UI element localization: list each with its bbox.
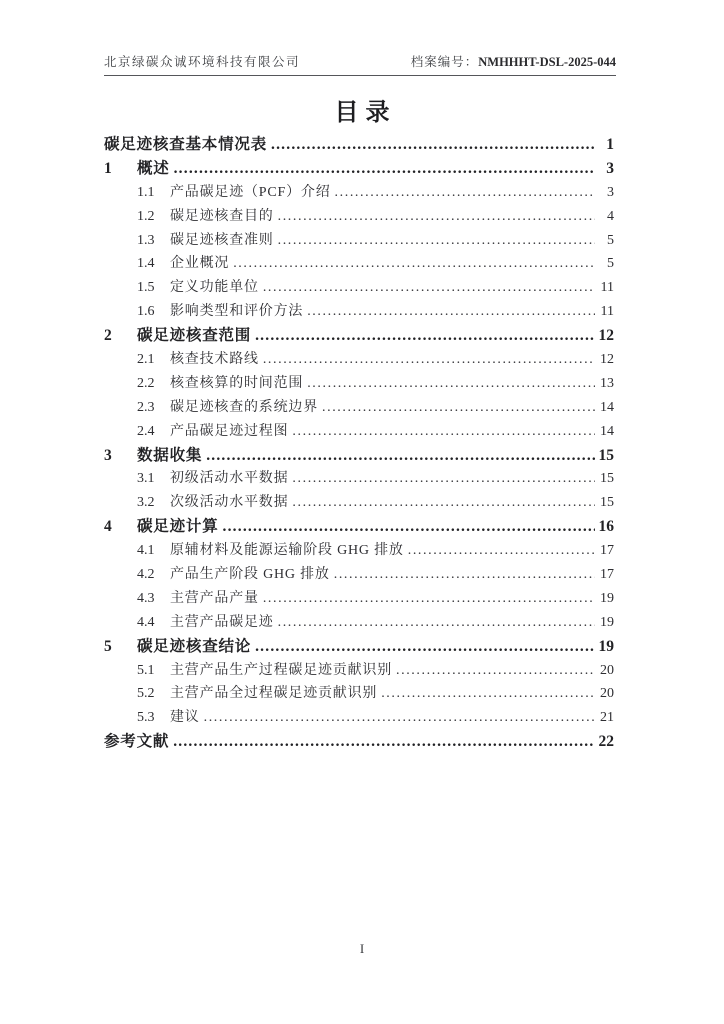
toc-entry-label: 产品碳足迹过程图	[170, 423, 289, 439]
toc-entry-label: 核查核算的时间范围	[170, 375, 304, 391]
toc-entry-5-3[interactable]	[104, 709, 614, 733]
toc-entry-number: 4.3	[137, 590, 155, 606]
toc-entry-label: 碳足迹核查的系统边界	[170, 399, 318, 415]
toc-leader-dots	[204, 709, 595, 727]
toc-page-number: 5	[607, 232, 614, 248]
toc-entry-number: 3.2	[137, 495, 155, 511]
toc-entry-2-1[interactable]	[104, 351, 614, 375]
toc-entry-3-2[interactable]	[104, 494, 614, 518]
toc-entry-3[interactable]	[104, 447, 614, 471]
toc-page-number: 16	[598, 518, 614, 536]
toc-entry-label: 建议	[170, 710, 200, 726]
toc-entry-1[interactable]	[104, 160, 614, 184]
toc-entry-5[interactable]	[104, 638, 614, 662]
toc-entry-4-3[interactable]	[104, 590, 614, 614]
toc-leader-dots	[278, 232, 595, 250]
toc-entry-label: 碳足迹核查结论	[137, 637, 252, 655]
company-name: 北京绿碳众诚环境科技有限公司	[104, 55, 301, 69]
file-number	[411, 52, 616, 70]
file-number-label: 档案编号：	[410, 55, 479, 69]
toc-page-number: 14	[600, 399, 614, 415]
toc-entry-number: 2.4	[137, 423, 155, 439]
toc-page-number: 17	[600, 567, 614, 583]
toc-page-number: 15	[600, 471, 614, 487]
toc-entry-number: 5.3	[137, 710, 155, 726]
toc-entry-number: 1.4	[137, 256, 155, 272]
toc-page-number: 22	[598, 733, 614, 751]
toc-entry-2-2[interactable]	[104, 375, 614, 399]
toc-entry-label: 主营产品生产过程碳足迹贡献识别	[170, 662, 392, 678]
toc-entry-label: 概述	[137, 159, 170, 177]
toc-entry-label: 数据收集	[137, 446, 203, 464]
toc-entry-number: 5.2	[137, 686, 155, 702]
toc-title: 目录	[334, 100, 397, 126]
toc-page-number: 19	[598, 637, 614, 655]
toc-entry-label: 影响类型和评价方法	[170, 304, 304, 320]
toc-entry-2[interactable]	[104, 327, 614, 351]
toc-leader-dots	[271, 136, 595, 154]
toc-entry-label: 参考文献	[104, 733, 170, 751]
toc-page-number: 19	[600, 614, 614, 630]
toc-entry-label: 碳足迹核查范围	[137, 327, 252, 345]
toc-entry-number: 4.1	[137, 543, 155, 559]
toc-page-number: 4	[607, 208, 614, 224]
toc-entry-number: 2.2	[137, 375, 155, 391]
toc-entry-x0[interactable]	[104, 136, 614, 160]
toc-page-number: 20	[600, 686, 614, 702]
toc-leader-dots	[335, 184, 595, 202]
toc-entry-number: 2.3	[137, 399, 155, 415]
toc-entry-1-2[interactable]	[104, 208, 614, 232]
toc-entry-number: 2	[104, 327, 112, 345]
toc-entry-number: 4.4	[137, 614, 155, 630]
toc-page-number: 13	[600, 375, 614, 391]
toc-entry-1-4[interactable]	[104, 255, 614, 279]
toc-leader-dots	[263, 279, 595, 297]
toc-leader-dots	[263, 590, 595, 608]
toc-page-number: 3	[607, 184, 614, 200]
toc-entry-number: 1.1	[137, 184, 155, 200]
toc-entry-number: 1.6	[137, 304, 155, 320]
toc-entry-5-2[interactable]	[104, 685, 614, 709]
toc-leader-dots	[307, 303, 595, 321]
toc-leader-dots	[223, 518, 595, 536]
toc-entry-4-1[interactable]	[104, 542, 614, 566]
toc-entry-label: 主营产品碳足迹	[170, 614, 274, 630]
toc-page-number: 19	[600, 590, 614, 606]
toc-page-number: 15	[600, 495, 614, 511]
toc-entry-x25[interactable]	[104, 733, 614, 757]
toc-leader-dots	[206, 447, 595, 465]
toc-leader-dots	[322, 399, 595, 417]
toc-entry-number: 4.2	[137, 567, 155, 583]
toc-page-number: 1	[606, 136, 614, 153]
toc-page-number: 20	[600, 662, 614, 678]
toc-page-number: 15	[598, 446, 614, 464]
toc-entry-label: 原辅材料及能源运输阶段 GHG 排放	[170, 543, 404, 559]
toc-leader-dots	[381, 685, 595, 703]
toc-page-number: 11	[600, 304, 614, 320]
toc-entry-1-3[interactable]	[104, 232, 614, 256]
toc-entry-number: 1.3	[137, 232, 155, 248]
toc-leader-dots	[173, 733, 595, 751]
toc-page-number: 21	[600, 710, 614, 726]
toc-entry-label: 定义功能单位	[170, 280, 259, 296]
toc-leader-dots	[174, 160, 595, 178]
toc-entry-label: 企业概况	[170, 256, 230, 272]
toc-leader-dots	[408, 542, 595, 560]
page-header	[104, 52, 616, 76]
toc-leader-dots	[278, 614, 595, 632]
toc-entry-4-2[interactable]	[104, 566, 614, 590]
toc-entry-1-6[interactable]	[104, 303, 614, 327]
toc-page-number: 12	[598, 327, 614, 345]
toc-entry-label: 碳足迹核查基本情况表	[104, 136, 268, 153]
toc-entry-label: 碳足迹计算	[137, 518, 219, 536]
toc-entry-5-1[interactable]	[104, 662, 614, 686]
toc-entry-2-3[interactable]	[104, 399, 614, 423]
toc-entry-label: 主营产品全过程碳足迹贡献识别	[170, 686, 378, 702]
toc-entry-number: 4	[104, 518, 112, 536]
toc-list	[104, 136, 614, 757]
toc-leader-dots	[292, 470, 595, 488]
toc-entry-number: 3.1	[137, 471, 155, 487]
toc-entry-label: 次级活动水平数据	[170, 495, 289, 511]
toc-entry-4-4[interactable]	[104, 614, 614, 638]
toc-leader-dots	[255, 638, 595, 656]
toc-leader-dots	[292, 423, 595, 441]
toc-entry-3-1[interactable]	[104, 470, 614, 494]
toc-page-number: 5	[607, 256, 614, 272]
toc-entry-number: 1.5	[137, 280, 155, 296]
toc-entry-label: 产品生产阶段 GHG 排放	[170, 567, 330, 583]
toc-page-number: 3	[606, 159, 614, 177]
footer-page-number: I	[359, 941, 365, 956]
toc-page-number: 12	[600, 352, 614, 368]
toc-entry-number: 5	[104, 637, 112, 655]
toc-page-number: 17	[600, 543, 614, 559]
toc-page-number: 14	[600, 423, 614, 439]
toc-entry-number: 1	[104, 159, 112, 177]
toc-entry-2-4[interactable]	[104, 423, 614, 447]
toc-entry-label: 产品碳足迹（PCF）介绍	[170, 184, 331, 200]
toc-entry-1-1[interactable]	[104, 184, 614, 208]
toc-leader-dots	[278, 208, 595, 226]
toc-entry-label: 初级活动水平数据	[170, 471, 289, 487]
toc-leader-dots	[307, 375, 595, 393]
toc-entry-number: 3	[104, 446, 112, 464]
toc-entry-1-5[interactable]	[104, 279, 614, 303]
toc-entry-4[interactable]	[104, 518, 614, 542]
toc-page-number: 11	[600, 280, 614, 296]
toc-entry-number: 5.1	[137, 662, 155, 678]
toc-leader-dots	[396, 662, 595, 680]
toc-entry-label: 碳足迹核查目的	[170, 208, 274, 224]
toc-entry-number: 2.1	[137, 352, 155, 368]
toc-leader-dots	[255, 327, 595, 345]
toc-entry-label: 碳足迹核查准则	[170, 232, 274, 248]
toc-entry-label: 核查技术路线	[170, 352, 259, 368]
toc-leader-dots	[292, 494, 595, 512]
file-number-value: NMHHHT-DSL-2025-044	[478, 55, 616, 69]
toc-entry-number: 1.2	[137, 208, 155, 224]
toc-leader-dots	[263, 351, 595, 369]
toc-leader-dots	[334, 566, 595, 584]
toc-entry-label: 主营产品产量	[170, 590, 259, 606]
toc-leader-dots	[233, 255, 595, 273]
